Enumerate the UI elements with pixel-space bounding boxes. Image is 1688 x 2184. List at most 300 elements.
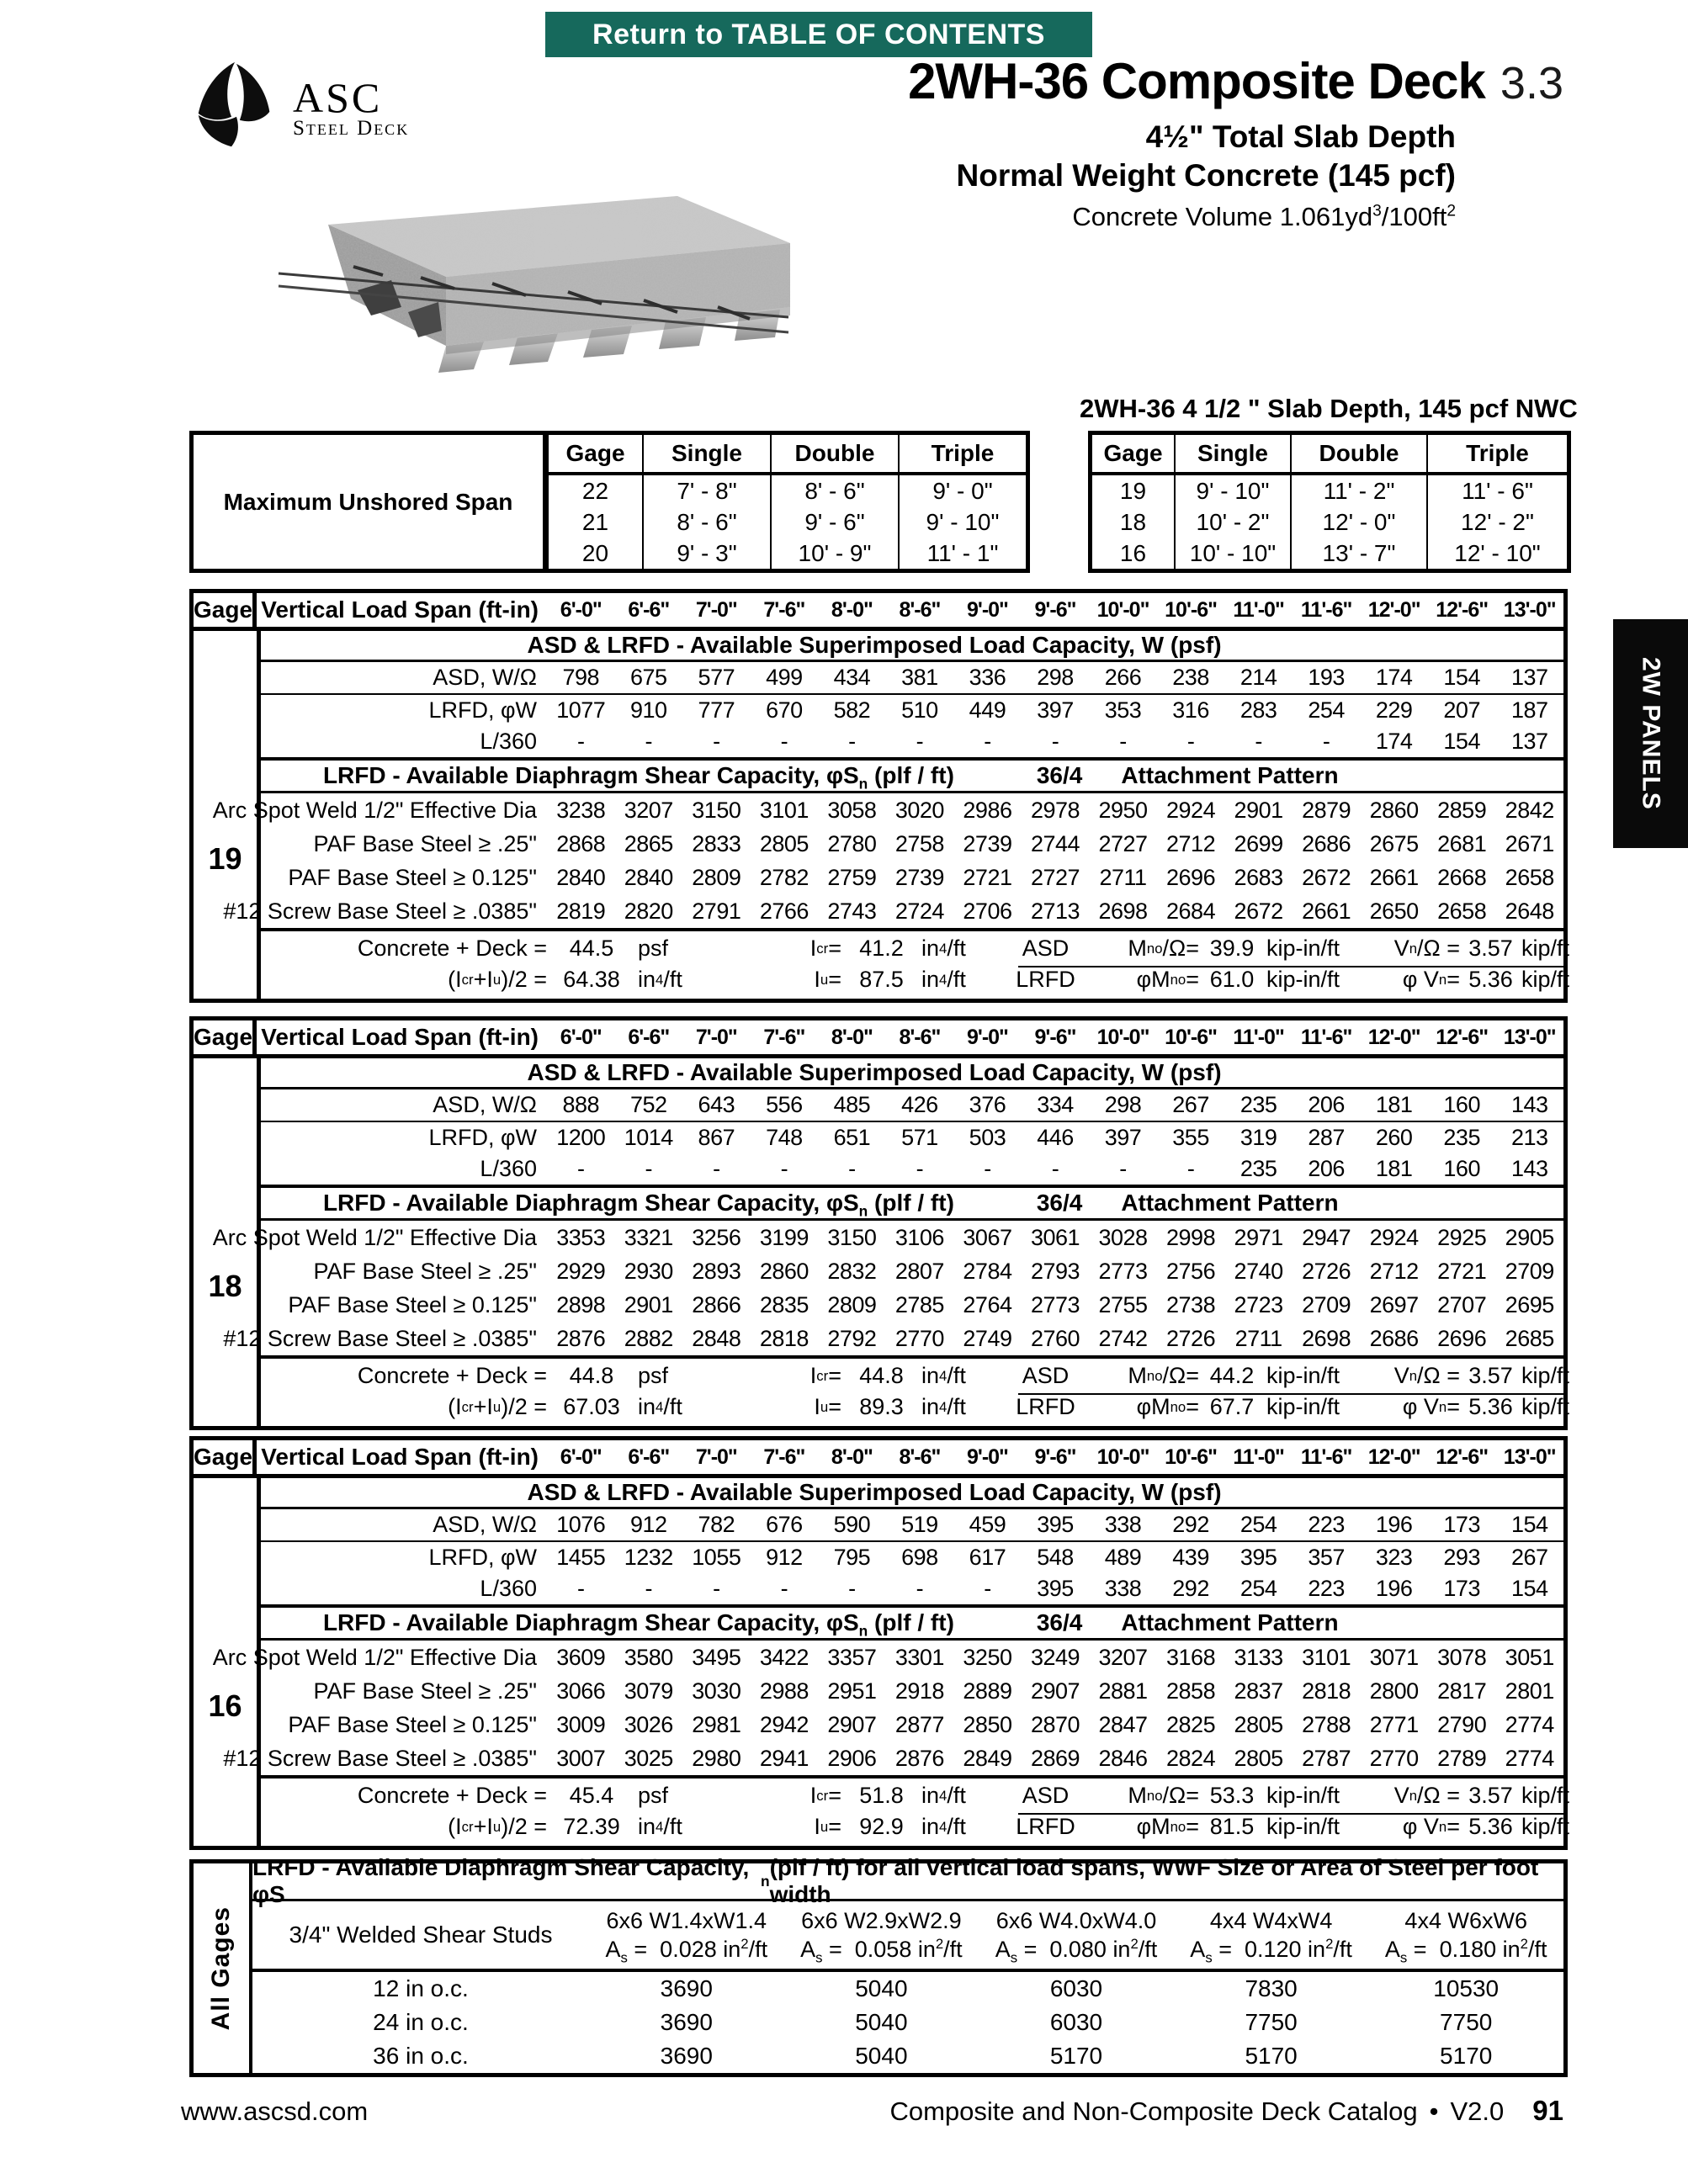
shear-value: 3168 <box>1166 1644 1216 1670</box>
shear-value: 2859 <box>1437 797 1487 823</box>
load-table-gage-18 <box>189 1016 1568 1430</box>
attachment-pattern-value: 36/4 <box>1036 1609 1083 1635</box>
shear-value: 2648 <box>1505 898 1554 924</box>
shear-row <box>261 1674 1563 1708</box>
capacity-value: - <box>1322 729 1330 754</box>
capacity-value: 298 <box>1104 1092 1142 1117</box>
capacity-value: 336 <box>969 665 1006 690</box>
stud-shear-value: 7750 <box>1440 2009 1493 2035</box>
span-header: 11'-6" <box>1300 597 1352 622</box>
span-header: 8'-0" <box>831 1445 873 1469</box>
shear-value: 2901 <box>624 1291 673 1317</box>
capacity-value: 266 <box>1104 665 1142 690</box>
shear-value: 3150 <box>692 797 741 823</box>
shear-value: 2882 <box>624 1325 673 1351</box>
iu-unit: in 4 /ft <box>921 967 966 992</box>
span-header: 12'-0" <box>1367 1025 1420 1049</box>
shear-value: 3026 <box>624 1711 673 1737</box>
unshored-cell: 11' - 6" <box>1426 475 1567 506</box>
shear-value: 2901 <box>1234 797 1283 823</box>
shear-value: 2971 <box>1234 1224 1283 1250</box>
capacity-value: 397 <box>1037 697 1074 723</box>
vn-unit: kip/ft <box>1521 1783 1570 1808</box>
phimno-label: φM no = <box>1136 1394 1199 1419</box>
steel-area: $A_s = 0.120$ $in^2/ft$ <box>1190 1936 1352 1966</box>
capacity-value: 207 <box>1443 697 1480 723</box>
stud-shear-value: 3690 <box>660 2009 713 2035</box>
catalog-version: V2.0 <box>1450 2097 1505 2126</box>
shear-value: 2744 <box>1030 830 1080 856</box>
capacity-value: 867 <box>698 1125 735 1150</box>
capacity-value: 267 <box>1172 1092 1209 1117</box>
row-label: Arc Spot Weld 1/2" Effective Dia <box>212 1644 537 1670</box>
span-header: 11'-0" <box>1233 1445 1284 1469</box>
shear-value: 2712 <box>1369 1258 1419 1284</box>
iu-label: I u = <box>814 1394 841 1419</box>
unshored-cell: 8' - 6" <box>770 475 898 506</box>
row-label: ASD, W/Ω <box>433 1092 537 1117</box>
span-header: 7'-0" <box>695 1445 737 1469</box>
icr-value: 41.2 <box>859 936 904 961</box>
shear-value: 3058 <box>827 797 877 823</box>
load-table-rows <box>212 1058 1570 1426</box>
capacity-row <box>261 662 1563 695</box>
capacity-value: - <box>848 729 856 754</box>
shear-value: 3028 <box>1098 1224 1148 1250</box>
stats-block <box>261 1359 1570 1426</box>
shear-value: 2870 <box>1030 1711 1080 1737</box>
phimno-value: 67.7 <box>1209 1394 1255 1419</box>
steel-area: $A_s = 0.180$ $in^2/ft$ <box>1384 1936 1547 1966</box>
shear-value: 2696 <box>1166 864 1216 890</box>
shear-value: 2726 <box>1302 1258 1351 1284</box>
phimno-value: 61.0 <box>1209 967 1255 992</box>
capacity-value: 397 <box>1104 1125 1142 1150</box>
row-label: LRFD, φW <box>428 1125 537 1150</box>
shear-value: 3150 <box>827 1224 877 1250</box>
shear-value: 2825 <box>1166 1711 1216 1737</box>
shear-value: 2860 <box>1369 797 1419 823</box>
vn-label: V n /Ω = <box>1393 936 1460 961</box>
capacity-value: 357 <box>1308 1545 1345 1570</box>
capacity-value: - <box>780 729 788 754</box>
row-label: Arc Spot Weld 1/2" Effective Dia <box>212 1224 537 1250</box>
span-header: 12'-6" <box>1436 597 1489 622</box>
capacity-value: 181 <box>1375 1156 1413 1181</box>
unshored-cell: 18 <box>1119 508 1147 535</box>
iavg-label: (I cr +I u )/2 = <box>448 967 547 992</box>
unshored-cell: 12' - 2" <box>1426 506 1567 538</box>
phivn-unit: kip/ft <box>1521 1814 1570 1839</box>
iu-value: 87.5 <box>859 967 904 992</box>
capacity-value: 235 <box>1239 1156 1277 1181</box>
shear-value: 2840 <box>624 864 673 890</box>
shear-value: 2784 <box>963 1258 1012 1284</box>
capacity-row <box>261 1153 1563 1188</box>
shear-section-header <box>261 1188 1563 1221</box>
shear-value: 3030 <box>692 1678 741 1704</box>
shear-title: LRFD - Available Diaphragm Shear Capacity, $\varphi S_n$ (plf / ft) <box>322 1190 954 1220</box>
shear-value: 2723 <box>1234 1291 1283 1317</box>
capacity-value: - <box>1255 729 1262 754</box>
shear-value: 2951 <box>827 1678 877 1704</box>
stud-shear-value: 3690 <box>660 1975 713 2001</box>
shear-value: 2898 <box>556 1291 606 1317</box>
capacity-value: 395 <box>1037 1512 1074 1537</box>
capacity-value: - <box>713 1156 720 1181</box>
iavg-value: 72.39 <box>563 1814 620 1839</box>
unshored-cell: 12' - 0" <box>1290 506 1426 538</box>
capacity-row <box>261 1573 1563 1608</box>
capacity-value: 154 <box>1443 729 1480 754</box>
shear-value: 2721 <box>1437 1258 1487 1284</box>
row-label: L/360 <box>480 729 537 754</box>
unshored-cell: 9' - 0" <box>898 475 1026 506</box>
shear-value: 2846 <box>1098 1745 1148 1771</box>
capacity-value: 676 <box>766 1512 803 1537</box>
shear-value: 2942 <box>759 1711 809 1737</box>
shear-value: 2847 <box>1098 1711 1148 1737</box>
shear-value: 3199 <box>759 1224 809 1250</box>
row-label: ASD, W/Ω <box>433 1512 537 1537</box>
shear-value: 2764 <box>963 1291 1012 1317</box>
capacity-value: 323 <box>1375 1545 1413 1570</box>
slab-depth-heading: 2WH-36 4 1/2 " Slab Depth, 145 pcf NWC <box>1080 394 1578 423</box>
wwf-size: 6x6 W2.9xW2.9 <box>801 1908 962 1933</box>
capacity-value: - <box>577 1576 585 1601</box>
mno-value: 44.2 <box>1209 1363 1255 1388</box>
capacity-value: 154 <box>1443 665 1480 690</box>
shear-value: 2721 <box>963 864 1012 890</box>
shear-value: 2833 <box>692 830 741 856</box>
shear-value: 2661 <box>1302 898 1351 924</box>
capacity-value: 160 <box>1443 1156 1480 1181</box>
shear-value: 3106 <box>894 1224 944 1250</box>
load-table-body <box>194 631 1570 999</box>
shear-value: 3101 <box>1302 1644 1351 1670</box>
gage-number: 18 <box>208 1269 242 1303</box>
shear-value: 2791 <box>692 898 741 924</box>
capacity-value: 353 <box>1104 697 1142 723</box>
capacity-section-header: ASD & LRFD - Available Superimposed Load Capacity, W (psf) <box>261 1478 1563 1509</box>
stats-block <box>261 931 1570 999</box>
unshored-cell: 7' - 8" <box>642 475 770 506</box>
asd-label: ASD <box>1022 1783 1070 1808</box>
unshored-cell: 8' - 6" <box>642 506 770 538</box>
shear-value: 2930 <box>624 1258 673 1284</box>
shear-value: 2706 <box>963 898 1012 924</box>
capacity-value: 675 <box>630 665 667 690</box>
shear-section-header <box>261 761 1563 793</box>
capacity-value: 283 <box>1239 697 1277 723</box>
shear-value: 3061 <box>1030 1224 1080 1250</box>
shear-row <box>223 1741 1563 1778</box>
shear-value: 2740 <box>1234 1258 1283 1284</box>
span-row-label: Vertical Load Span (ft-in) <box>261 596 539 623</box>
shear-value: 2755 <box>1098 1291 1148 1317</box>
phimno-unit: kip-in/ft <box>1266 967 1340 992</box>
website-link[interactable]: www.ascsd.com <box>181 2097 369 2126</box>
stud-shear-value: 5040 <box>855 2043 908 2069</box>
span-header: 13'-0" <box>1503 1025 1556 1049</box>
span-header: 8'-6" <box>899 597 941 622</box>
mno-value: 39.9 <box>1209 936 1255 961</box>
attachment-pattern-label: Attachment Pattern <box>1121 762 1339 788</box>
span-header: 9'-0" <box>966 1445 1008 1469</box>
unshored-cell: 19 <box>1119 477 1147 504</box>
capacity-value: 154 <box>1510 1576 1548 1601</box>
iavg-unit: in 4 /ft <box>638 1394 682 1419</box>
shear-value: 2773 <box>1098 1258 1148 1284</box>
unshored-cell: 20 <box>547 538 642 569</box>
span-header: 9'-6" <box>1034 597 1076 622</box>
capacity-row <box>261 1542 1563 1573</box>
capacity-value: 485 <box>833 1092 871 1117</box>
row-label: ASD, W/Ω <box>433 665 537 690</box>
shear-value: 2727 <box>1030 864 1080 890</box>
capacity-value: - <box>577 1156 585 1181</box>
capacity-value: - <box>1051 1156 1059 1181</box>
capacity-value: 590 <box>833 1512 871 1537</box>
shear-value: 2950 <box>1098 797 1148 823</box>
shear-value: 2684 <box>1166 898 1216 924</box>
shear-value: 3250 <box>963 1644 1012 1670</box>
shear-value: 2683 <box>1234 864 1283 890</box>
capacity-value: - <box>1119 1156 1127 1181</box>
shear-row <box>261 1254 1563 1288</box>
capacity-value: - <box>916 729 924 754</box>
iavg-value: 67.03 <box>563 1394 620 1419</box>
composite-deck-photo <box>273 189 808 404</box>
shear-value: 2742 <box>1098 1325 1148 1351</box>
capacity-value: 376 <box>969 1092 1006 1117</box>
phimno-unit: kip-in/ft <box>1266 1814 1340 1839</box>
asd-label: ASD <box>1022 1363 1070 1388</box>
capacity-value: - <box>984 1156 991 1181</box>
welded-stud-table <box>189 1854 1568 2077</box>
capacity-value: 1077 <box>556 697 606 723</box>
capacity-value: - <box>780 1156 788 1181</box>
unshored-cell: 10' - 10" <box>1174 538 1290 569</box>
stud-shear-value: 3690 <box>660 2043 713 2069</box>
mno-label: M no /Ω= <box>1128 936 1199 961</box>
shear-value: 2877 <box>894 1711 944 1737</box>
shear-value: 2824 <box>1166 1745 1216 1771</box>
shear-value: 3249 <box>1030 1644 1080 1670</box>
span-header: 13'-0" <box>1503 597 1556 622</box>
stats-row <box>261 1811 1570 1842</box>
shear-value: 2820 <box>624 898 673 924</box>
capacity-value: - <box>916 1576 924 1601</box>
stats-row <box>261 1392 1570 1423</box>
shear-value: 3301 <box>894 1644 944 1670</box>
unshored-cell: 9' - 10" <box>1174 475 1290 506</box>
shear-value: 2738 <box>1166 1291 1216 1317</box>
icr-unit: in 4 /ft <box>921 1363 966 1388</box>
capacity-value: 154 <box>1510 1512 1548 1537</box>
steel-area: $A_s = 0.080$ $in^2/ft$ <box>995 1936 1158 1966</box>
concrete-deck-unit: psf <box>638 936 669 961</box>
capacity-value: 651 <box>833 1125 871 1150</box>
shear-value: 2774 <box>1505 1745 1554 1771</box>
shear-value: 3071 <box>1369 1644 1419 1670</box>
shear-value: 2805 <box>1234 1745 1283 1771</box>
vn-value: 3.57 <box>1468 936 1513 961</box>
shear-value: 2858 <box>1166 1678 1216 1704</box>
unshored-col-header: Gage <box>547 435 642 475</box>
lrfd-label: LRFD <box>1016 1814 1075 1839</box>
capacity-row <box>261 1509 1563 1542</box>
phimno-label: φM no = <box>1136 1814 1199 1839</box>
asc-logo <box>185 57 409 161</box>
capacity-value: 137 <box>1510 665 1548 690</box>
icr-label: I cr = <box>809 1363 841 1388</box>
shear-value: 3422 <box>759 1644 809 1670</box>
phivn-label: φ V n = <box>1402 1394 1460 1419</box>
stud-shear-value: 5170 <box>1049 2043 1103 2069</box>
shear-row <box>261 1708 1563 1741</box>
unshored-col-header: Single <box>642 435 770 475</box>
capacity-value: 426 <box>901 1092 938 1117</box>
capacity-value: - <box>1186 1156 1195 1181</box>
shear-value: 2907 <box>827 1711 877 1737</box>
mno-label: M no /Ω= <box>1128 1363 1199 1388</box>
capacity-value: 577 <box>698 665 735 690</box>
phivn-label: φ V n = <box>1402 967 1460 992</box>
page-title-line <box>554 52 1563 110</box>
shear-value: 2918 <box>894 1678 944 1704</box>
wwf-column-header <box>1368 1901 1563 1969</box>
vn-unit: kip/ft <box>1521 1363 1570 1388</box>
load-table-header <box>194 593 1563 631</box>
mno-unit: kip-in/ft <box>1266 1783 1340 1808</box>
span-header: 6'-0" <box>560 1025 602 1049</box>
capacity-value: 439 <box>1172 1545 1209 1570</box>
shear-value: 3353 <box>556 1224 606 1250</box>
shear-row <box>261 861 1563 894</box>
shear-value: 3207 <box>624 797 673 823</box>
icr-label: I cr = <box>809 936 841 961</box>
capacity-value: 888 <box>562 1092 600 1117</box>
concrete-deck-label: Concrete + Deck = <box>357 936 547 961</box>
span-header: 10'-6" <box>1165 1025 1217 1049</box>
capacity-value: 196 <box>1375 1576 1413 1601</box>
shear-value: 2697 <box>1369 1291 1419 1317</box>
unshored-span-table-left <box>189 431 1030 573</box>
shear-value: 2819 <box>556 898 606 924</box>
span-header: 12'-6" <box>1436 1025 1489 1049</box>
icr-label: I cr = <box>809 1783 841 1808</box>
shear-value: 2698 <box>1098 898 1148 924</box>
capacity-value: 143 <box>1510 1156 1548 1181</box>
row-label: PAF Base Steel ≥ 0.125" <box>288 1711 537 1737</box>
shear-value: 2998 <box>1166 1224 1216 1250</box>
return-to-toc-banner[interactable]: Return to TABLE OF CONTENTS <box>545 12 1092 57</box>
capacity-value: 287 <box>1308 1125 1345 1150</box>
shear-value: 2924 <box>1166 797 1216 823</box>
unshored-cell: 9' - 6" <box>770 506 898 538</box>
capacity-value: 1014 <box>624 1125 673 1150</box>
capacity-value: 434 <box>833 665 871 690</box>
mno-unit: kip-in/ft <box>1266 1363 1340 1388</box>
shear-value: 2837 <box>1234 1678 1283 1704</box>
iu-unit: in 4 /ft <box>921 1394 966 1419</box>
capacity-value: 355 <box>1172 1125 1209 1150</box>
subtitle-volume: Concrete Volume $1.061yd^3/100ft^2$ <box>1072 202 1456 231</box>
icr-value: 51.8 <box>859 1783 904 1808</box>
shear-value: 2739 <box>963 830 1012 856</box>
row-label: #12 Screw Base Steel ≥ .0385" <box>223 898 537 924</box>
section-side-tab[interactable] <box>1613 619 1688 848</box>
shear-value: 2840 <box>556 864 606 890</box>
span-header: 6'-6" <box>628 1025 670 1049</box>
capacity-row <box>261 726 1563 761</box>
capacity-value: 173 <box>1443 1576 1480 1601</box>
shear-value: 3079 <box>624 1678 673 1704</box>
shear-value: 2881 <box>1098 1678 1148 1704</box>
capacity-value: 235 <box>1239 1092 1277 1117</box>
shear-value: 2707 <box>1437 1291 1487 1317</box>
span-header: 11'-6" <box>1300 1025 1352 1049</box>
vn-value: 3.57 <box>1468 1363 1513 1388</box>
capacity-value: - <box>1119 729 1127 754</box>
capacity-value: 1455 <box>556 1545 606 1570</box>
mno-value: 53.3 <box>1209 1783 1255 1808</box>
capacity-value: 795 <box>833 1545 871 1570</box>
capacity-value: 181 <box>1375 1092 1413 1117</box>
shear-value: 2925 <box>1437 1224 1487 1250</box>
capacity-value: 223 <box>1308 1512 1345 1537</box>
shear-value: 2681 <box>1437 830 1487 856</box>
attachment-pattern-value: 36/4 <box>1036 762 1083 788</box>
capacity-value: 571 <box>901 1125 938 1150</box>
shear-value: 2785 <box>894 1291 944 1317</box>
shear-value: 2726 <box>1166 1325 1216 1351</box>
shear-value: 3007 <box>556 1745 606 1771</box>
page-number: 91 <box>1532 2095 1563 2126</box>
iu-label: I u = <box>814 967 841 992</box>
capacity-value: 1232 <box>624 1545 673 1570</box>
capacity-value: 293 <box>1443 1545 1480 1570</box>
stud-spacing-row <box>252 1972 1563 2006</box>
span-header: 9'-0" <box>966 597 1008 622</box>
shear-value: 2889 <box>963 1678 1012 1704</box>
shear-value: 2770 <box>894 1325 944 1351</box>
stud-shear-value: 7750 <box>1245 2009 1298 2035</box>
capacity-value: 381 <box>901 665 938 690</box>
capacity-value: 292 <box>1172 1576 1209 1601</box>
shear-value: 3025 <box>624 1745 673 1771</box>
asd-label: ASD <box>1022 936 1070 961</box>
unshored-cell: 11' - 1" <box>898 538 1026 569</box>
shear-value: 2675 <box>1369 830 1419 856</box>
stats-row <box>261 933 1570 964</box>
row-label: L/360 <box>480 1156 537 1181</box>
capacity-value: 267 <box>1510 1545 1548 1570</box>
capacity-value: - <box>713 1576 720 1601</box>
span-row-label: Vertical Load Span (ft-in) <box>261 1444 539 1470</box>
wwf-column-header <box>1174 1901 1369 1969</box>
gage-column-header: Gage <box>194 593 257 627</box>
shear-value: 3067 <box>963 1224 1012 1250</box>
capacity-value: - <box>916 1156 924 1181</box>
stud-shear-value: 10530 <box>1433 1975 1500 2001</box>
vn-label: V n /Ω = <box>1393 1783 1460 1808</box>
shear-value: 2809 <box>827 1291 877 1317</box>
capacity-row <box>261 1122 1563 1153</box>
capacity-value: - <box>1186 729 1195 754</box>
shear-value: 3051 <box>1505 1644 1554 1670</box>
